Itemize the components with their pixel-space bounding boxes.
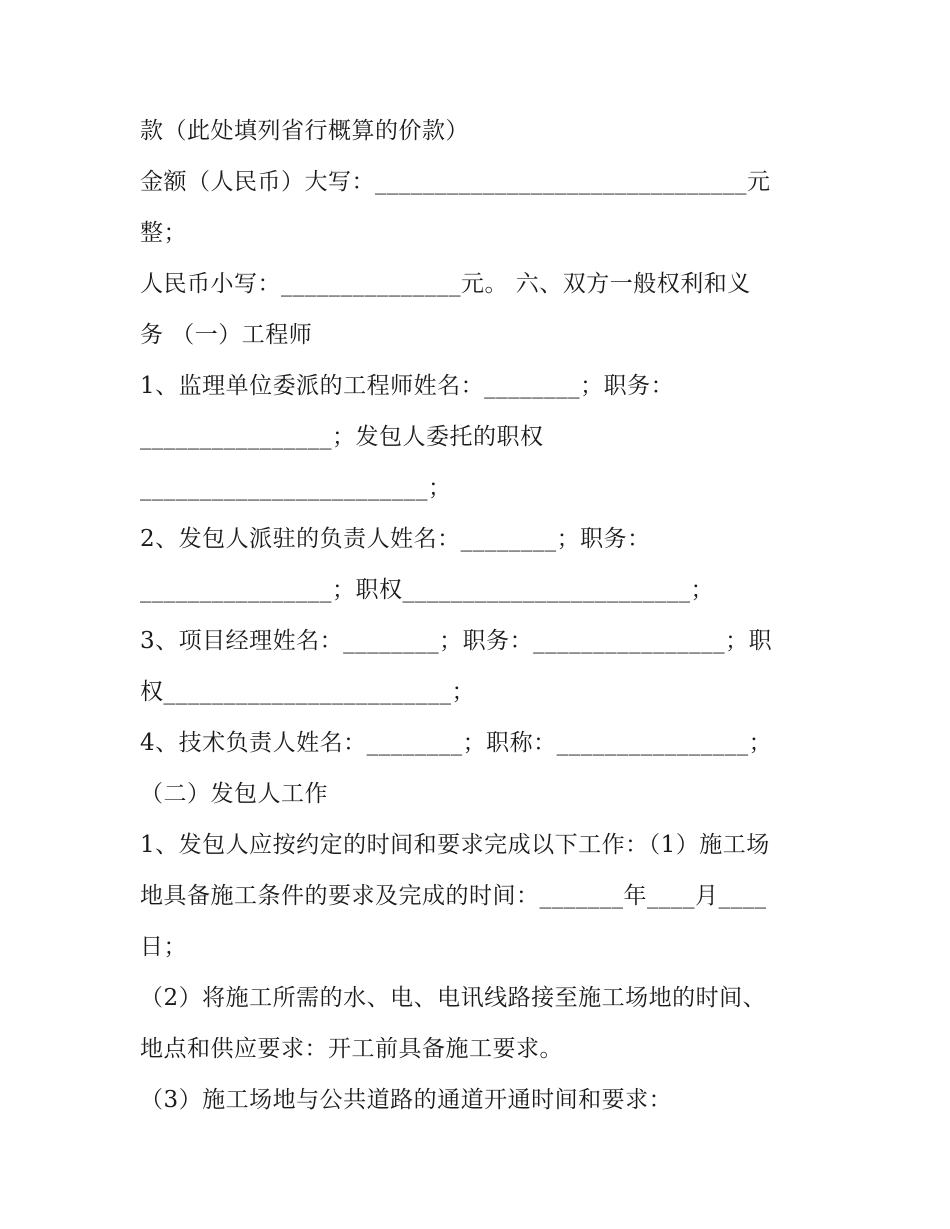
text-line: 权________________________； <box>140 679 475 705</box>
text-line: 2、发包人派驻的负责人姓名：________；职务： <box>140 526 651 552</box>
text-line: 金额（人民币）大写：_______________________________元 <box>140 169 771 195</box>
text-line: （3）施工场地与公共道路的通道开通时间和要求： <box>140 1087 673 1113</box>
text-line: （2）将施工所需的水、电、电讯线路接至施工场地的时间、 <box>140 985 767 1011</box>
text-line: 地点和供应要求：开工前具备施工要求。 <box>140 1036 563 1062</box>
text-line: 1、发包人应按约定的时间和要求完成以下工作：（1）施工场 <box>140 832 770 858</box>
text-line: 务 （一）工程师 <box>140 322 313 348</box>
text-line: 款（此处填列省行概算的价款） <box>140 118 469 144</box>
text-line: 整； <box>140 220 187 246</box>
section-heading: （二）发包人工作 <box>140 781 328 807</box>
text-line: 日； <box>140 934 187 960</box>
text-line: ________________；发包人委托的职权 <box>140 424 544 450</box>
text-line: 4、技术负责人姓名：________；职称：________________； <box>140 730 773 756</box>
text-line: ________________；职权________________________； <box>140 577 714 603</box>
text-line: 3、项目经理姓名：________；职务：________________；职 <box>140 628 773 654</box>
text-line: 人民币小写：_______________元。 六、双方一般权利和义 <box>140 271 751 297</box>
text-line: 地具备施工条件的要求及完成的时间：_______年____月____ <box>140 883 767 909</box>
text-line: ________________________； <box>140 475 452 501</box>
document-body <box>140 106 820 1126</box>
text-line: 1、监理单位委派的工程师姓名：________；职务： <box>140 373 675 399</box>
